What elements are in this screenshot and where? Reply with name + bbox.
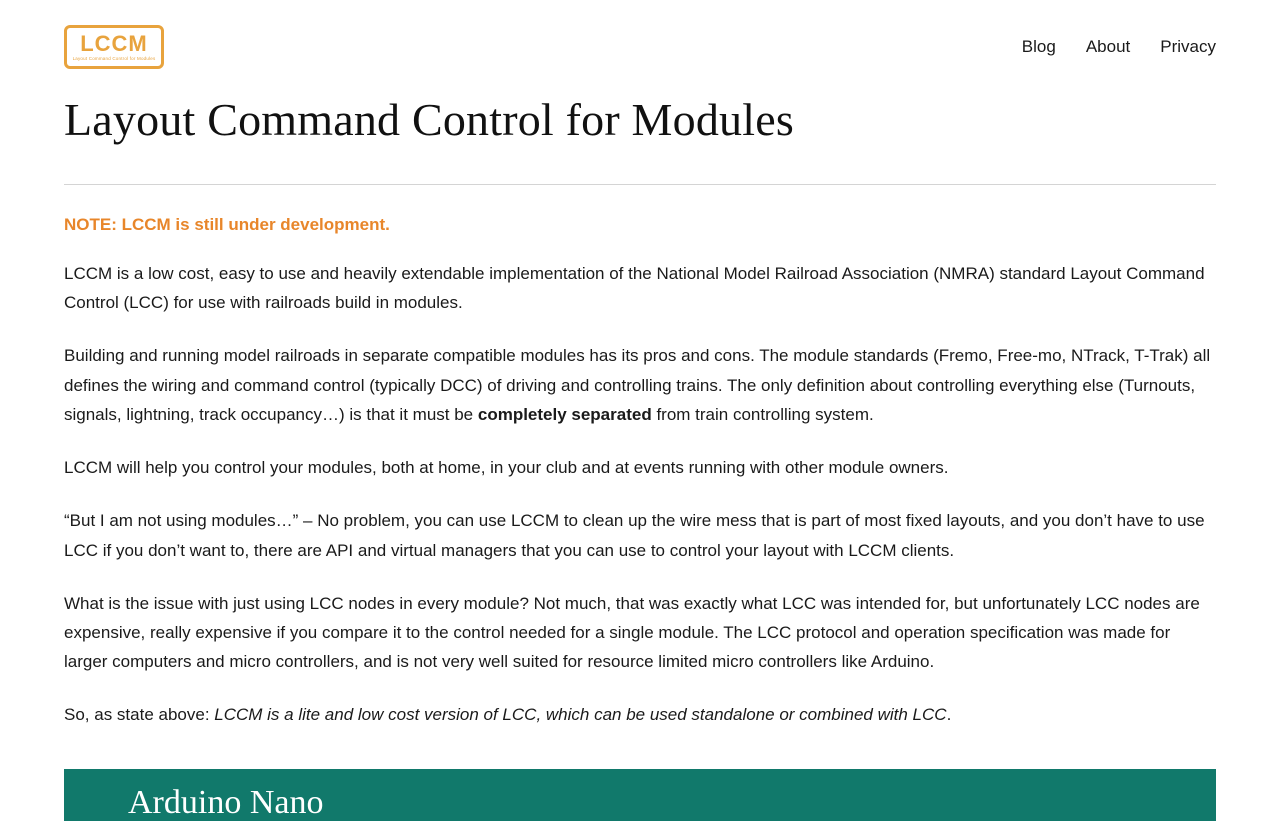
paragraph-modules-text-b: from train controlling system. — [651, 404, 874, 424]
main-nav — [1022, 37, 1216, 57]
paragraph-modules-text-a: Building and running model railroads in separate compatible modules has its pros and cons. The module standards (Fremo, Free-mo, NTrack, T-Trak) all defines the wiring and command control (typically DCC) of driving and controlling trains. The only definition about controlling everything else (Turnouts, signals, lightning, track occupancy…) is that it must be — [64, 346, 1211, 424]
nav-item-about[interactable]: About — [1085, 37, 1131, 56]
logo-text: LCCM — [80, 30, 148, 56]
paragraph-lcc-issue: What is the issue with just using LCC nodes in every module? Not much, that was exactly what LCC was intended for, but unfortunately LCC nodes are expensive, really expensive if you compare it to the control needed for a single module. The LCC protocol and operation specification was made for larger computers and micro controllers, and is not very well suited for resource limited micro controllers like Arduino. — [64, 593, 1200, 672]
paragraph-modules — [64, 341, 1216, 429]
site-header — [0, 0, 1280, 80]
paragraph-summary — [64, 700, 1216, 729]
title-divider — [64, 184, 1216, 185]
development-note: NOTE: LCCM is still under development. — [64, 214, 390, 234]
nav-item-blog[interactable]: Blog — [1021, 37, 1056, 56]
paragraph-not-using-modules: “But I am not using modules…” – No problem, you can use LCCM to clean up the wire mess that is part of most fixed layouts, and you don’t have to use LCC if you don’t want to, there are API and virtual managers that you can use to control your layout with LCCM clients. — [64, 511, 1205, 560]
main-content — [0, 94, 1280, 730]
nav-item-privacy[interactable]: Privacy — [1160, 37, 1216, 56]
logo-subtitle: Layout Command Control for Modules — [72, 55, 156, 61]
arduino-nano-banner — [64, 769, 1216, 821]
paragraph-help: LCCM will help you control your modules, both at home, in your club and at events running with other module owners. — [64, 458, 949, 478]
paragraph-intro: LCCM is a low cost, easy to use and heavily extendable implementation of the National Model Railroad Association (NMRA) standard Layout Command Control (LCC) for use with railroads build in modules. — [64, 263, 1205, 313]
page-title: Layout Command Control for Modules — [64, 94, 794, 145]
paragraph-summary-text-a: So, as state above: — [64, 705, 215, 725]
paragraph-summary-italic: LCCM is a lite and low cost version of LCC, which can be used standalone or combined with LCC — [214, 705, 947, 725]
paragraph-summary-text-b: . — [946, 705, 952, 725]
paragraph-modules-emphasis: completely separated — [477, 404, 652, 424]
banner-title: Arduino Nano — [128, 783, 324, 821]
lccm-logo[interactable] — [64, 25, 164, 69]
